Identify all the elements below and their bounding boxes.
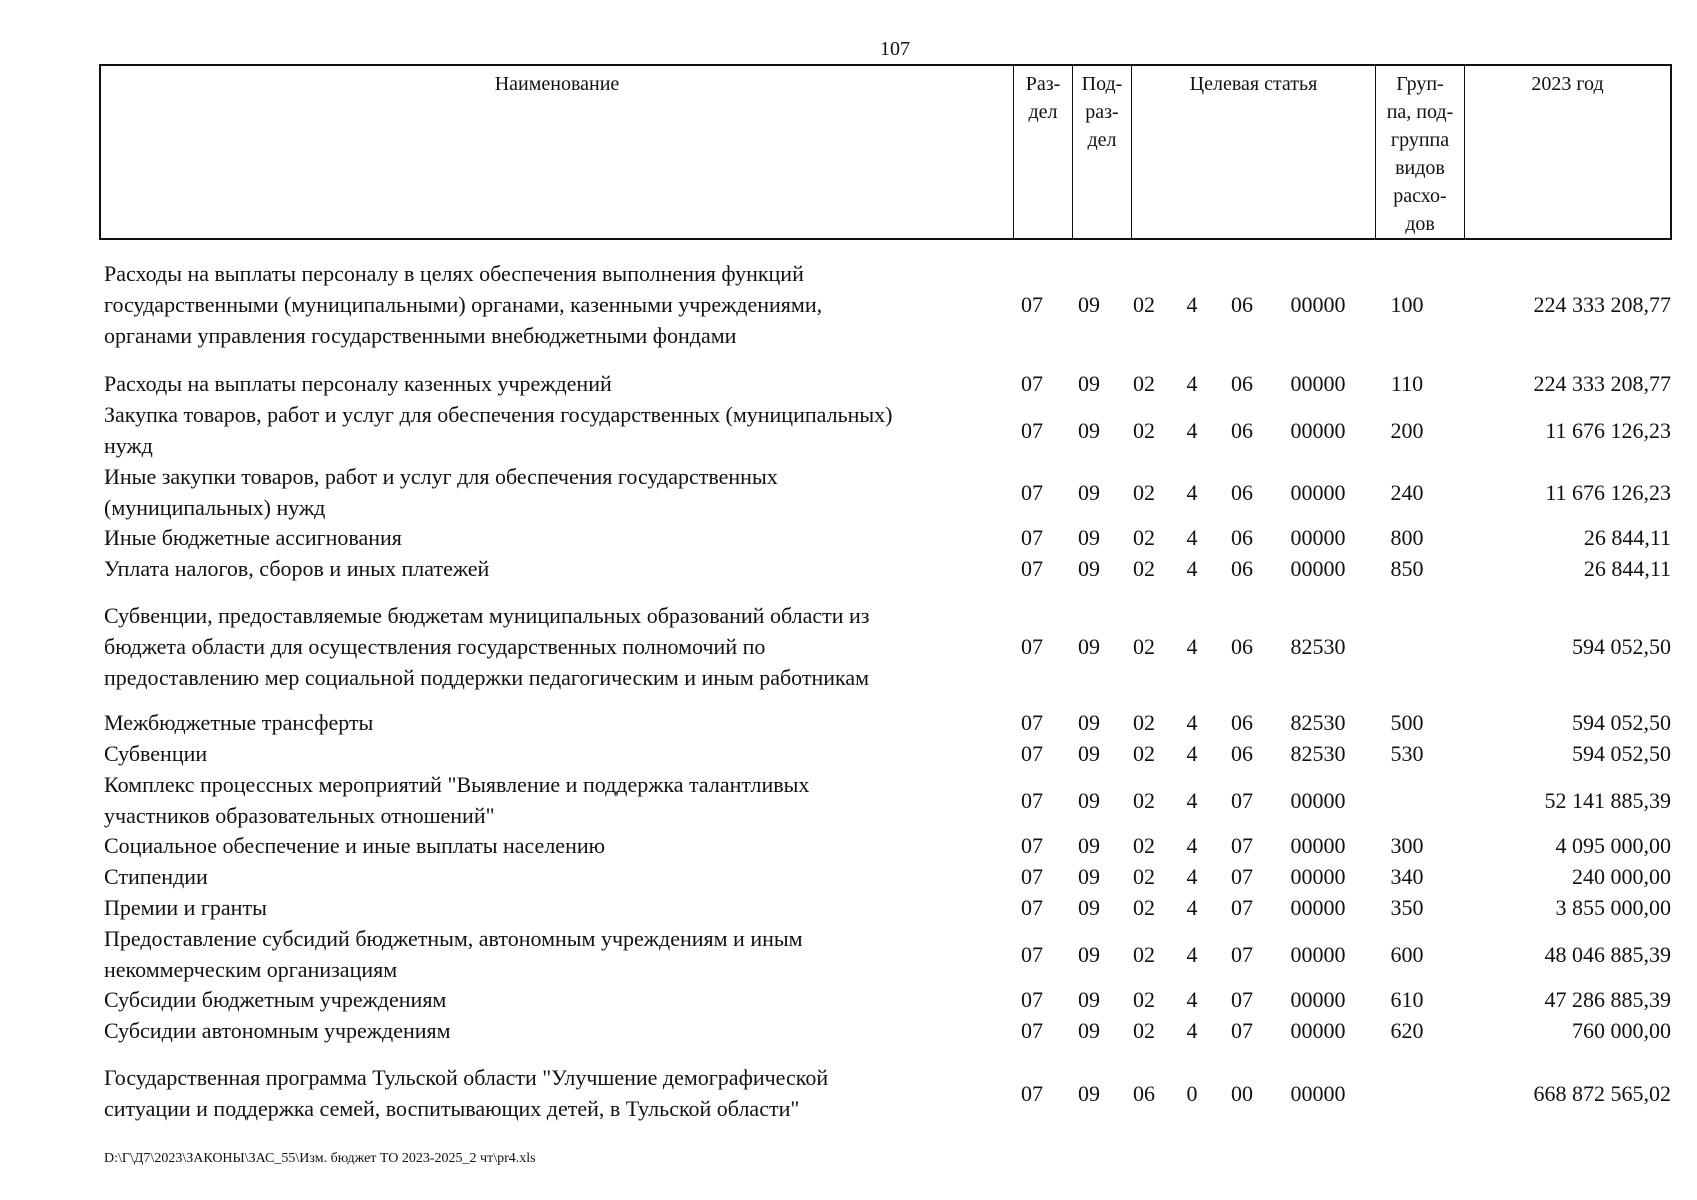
row-code-g: 240: [1390, 479, 1424, 505]
row-code-r: 07: [1021, 371, 1043, 396]
row-name-line: Комплекс процессных мероприятий "Выявление и поддержка талантливых: [104, 772, 810, 797]
row-amount: 52 141 885,39: [1544, 787, 1671, 813]
table-row: [0, 923, 1697, 985]
row-code-r: 07: [1021, 864, 1043, 889]
row-code-c1: 02: [1133, 525, 1155, 550]
row-code-p: 09: [1078, 741, 1100, 766]
row-code-c2: 4: [1186, 371, 1198, 396]
row-code-c2: 4: [1186, 556, 1198, 581]
row-code-g: 110: [1390, 371, 1424, 396]
row-code-c2: 4: [1186, 417, 1198, 443]
table-row: [0, 861, 1697, 892]
table-header: [99, 64, 1672, 240]
row-name-line: Расходы на выплаты персоналу в целях обеспечения выполнения функций: [104, 261, 804, 286]
row-name: [104, 399, 1009, 461]
row-code-p: 09: [1078, 787, 1100, 813]
row-code-g: 620: [1390, 1018, 1424, 1043]
row-code-c4: 00000: [1290, 1018, 1346, 1043]
table-row: [0, 399, 1697, 461]
row-code-c4: 00000: [1290, 479, 1346, 505]
row-name: [104, 923, 1009, 985]
header-gruppa-line: видов: [1395, 157, 1445, 179]
row-name: [104, 984, 1009, 1015]
row-code-c2: 4: [1186, 833, 1198, 858]
header-gruppa-line: Груп-: [1396, 73, 1444, 95]
row-code-c3: 06: [1231, 634, 1253, 659]
row-code-r: 07: [1021, 1018, 1043, 1043]
row-code-r: 07: [1021, 710, 1043, 735]
row-code-p: 09: [1078, 1018, 1100, 1043]
row-name: [104, 861, 1009, 892]
row-code-r: 07: [1021, 556, 1043, 581]
header-year-label: 2023 год: [1531, 73, 1604, 95]
row-name-line: Субвенции: [104, 741, 208, 766]
table-row: [0, 258, 1697, 351]
row-name-line: некоммерческим организациям: [104, 957, 398, 982]
row-code-p: 09: [1078, 371, 1100, 396]
row-code-c1: 06: [1133, 1080, 1155, 1106]
header-podrazdel-line: раз-: [1085, 101, 1119, 123]
table-row: [0, 1062, 1697, 1124]
row-code-r: 07: [1021, 987, 1043, 1012]
header-razdel-line: Раз-: [1025, 73, 1061, 95]
row-amount: 240 000,00: [1572, 864, 1671, 889]
row-code-c4: 82530: [1290, 710, 1346, 735]
table-row: [0, 892, 1697, 923]
row-amount: 11 676 126,23: [1545, 479, 1671, 505]
row-amount: 26 844,11: [1583, 525, 1671, 550]
header-celevaya: [1131, 66, 1375, 238]
row-code-c3: 06: [1231, 710, 1253, 735]
row-code-c3: 07: [1231, 1018, 1253, 1043]
row-code-g: 100: [1390, 292, 1424, 317]
row-code-r: 07: [1021, 895, 1043, 920]
header-razdel-line: дел: [1028, 101, 1058, 123]
table-row: [0, 600, 1697, 693]
row-name-line: участников образовательных отношений": [104, 803, 495, 828]
row-code-r: 07: [1021, 479, 1043, 505]
row-code-c4: 82530: [1290, 634, 1346, 659]
row-name: [104, 553, 1009, 584]
row-code-p: 09: [1078, 292, 1100, 317]
row-name-line: Расходы на выплаты персоналу казенных учреждений: [104, 371, 612, 396]
header-gruppa-line: па, под-: [1386, 101, 1454, 123]
row-code-p: 09: [1078, 710, 1100, 735]
row-code-p: 09: [1078, 556, 1100, 581]
row-amount: 11 676 126,23: [1545, 417, 1671, 443]
row-code-g: 340: [1390, 864, 1424, 889]
header-year: [1464, 66, 1670, 238]
header-gruppa-line: группа: [1390, 129, 1450, 151]
row-name-line: Стипендии: [104, 864, 208, 889]
row-code-c3: 07: [1231, 833, 1253, 858]
row-code-c4: 00000: [1290, 833, 1346, 858]
row-name: [104, 368, 1009, 399]
row-code-g: 530: [1390, 741, 1424, 766]
row-code-c1: 02: [1133, 479, 1155, 505]
row-code-c2: 4: [1186, 525, 1198, 550]
row-code-c1: 02: [1133, 417, 1155, 443]
row-code-c3: 06: [1231, 417, 1253, 443]
row-amount: 668 872 565,02: [1533, 1080, 1671, 1106]
row-code-c4: 00000: [1290, 941, 1346, 967]
row-amount: 594 052,50: [1572, 634, 1671, 659]
row-code-c3: 07: [1231, 987, 1253, 1012]
row-name-line: Субвенции, предоставляемые бюджетам муниципальных образований области из: [104, 603, 870, 628]
row-code-c2: 4: [1186, 895, 1198, 920]
row-name-line: органами управления государственными внебюджетными фондами: [104, 323, 737, 348]
row-code-g: 500: [1390, 710, 1424, 735]
header-gruppa-line: расхо-: [1393, 185, 1447, 207]
row-code-p: 09: [1078, 479, 1100, 505]
row-name-line: (муниципальных) нужд: [104, 495, 326, 520]
row-code-c1: 02: [1133, 556, 1155, 581]
row-name-line: Премии и гранты: [104, 895, 267, 920]
row-name: [104, 892, 1009, 923]
row-code-p: 09: [1078, 833, 1100, 858]
row-code-c4: 00000: [1290, 371, 1346, 396]
row-code-g: 350: [1390, 895, 1424, 920]
row-code-c3: 06: [1231, 371, 1253, 396]
row-code-g: 610: [1390, 987, 1424, 1012]
row-code-p: 09: [1078, 417, 1100, 443]
row-name-line: Субсидии бюджетным учреждениям: [104, 987, 447, 1012]
row-code-c4: 00000: [1290, 987, 1346, 1012]
row-code-r: 07: [1021, 634, 1043, 659]
row-code-c4: 00000: [1290, 787, 1346, 813]
row-code-c1: 02: [1133, 741, 1155, 766]
header-podrazdel-line: дел: [1087, 129, 1117, 151]
table-row: [0, 368, 1697, 399]
row-name-line: ситуации и поддержка семей, воспитывающих детей, в Тульской области": [104, 1096, 800, 1121]
row-name-line: Социальное обеспечение и иные выплаты населению: [104, 833, 606, 858]
row-code-r: 07: [1021, 1080, 1043, 1106]
row-amount: 224 333 208,77: [1533, 371, 1671, 396]
row-code-p: 09: [1078, 941, 1100, 967]
row-code-c4: 00000: [1290, 864, 1346, 889]
row-code-r: 07: [1021, 741, 1043, 766]
row-code-c4: 00000: [1290, 895, 1346, 920]
row-name-line: Субсидии автономным учреждениям: [104, 1018, 451, 1043]
row-name-line: нужд: [104, 433, 153, 458]
row-amount: 224 333 208,77: [1533, 292, 1671, 317]
table-row: [0, 522, 1697, 553]
row-code-c3: 06: [1231, 292, 1253, 317]
row-code-r: 07: [1021, 941, 1043, 967]
row-code-c4: 00000: [1290, 1080, 1346, 1106]
table-row: [0, 1015, 1697, 1046]
row-amount: 594 052,50: [1572, 741, 1671, 766]
row-code-c4: 00000: [1290, 525, 1346, 550]
row-code-c4: 00000: [1290, 292, 1346, 317]
row-code-c3: 06: [1231, 741, 1253, 766]
row-name: [104, 830, 1009, 861]
file-path-footer: D:\Г\Д7\2023\ЗАКОНЫ\ЗАС_55\Изм. бюджет ТО 2023-2025_2 чт\pr4.xls: [104, 1151, 536, 1166]
row-code-c3: 00: [1231, 1080, 1253, 1106]
row-code-c3: 07: [1231, 864, 1253, 889]
row-code-c1: 02: [1133, 371, 1155, 396]
row-code-p: 09: [1078, 1080, 1100, 1106]
row-name: [104, 522, 1009, 553]
header-razdel: [1013, 66, 1072, 238]
row-code-g: 200: [1390, 417, 1424, 443]
row-code-r: 07: [1021, 525, 1043, 550]
row-code-c2: 0: [1186, 1080, 1198, 1106]
row-amount: 26 844,11: [1583, 556, 1671, 581]
row-code-c2: 4: [1186, 292, 1198, 317]
row-code-c1: 02: [1133, 833, 1155, 858]
row-code-g: 600: [1390, 941, 1424, 967]
row-code-p: 09: [1078, 895, 1100, 920]
row-code-r: 07: [1021, 787, 1043, 813]
header-name: [101, 66, 1013, 238]
row-code-c3: 07: [1231, 941, 1253, 967]
row-code-c3: 07: [1231, 895, 1253, 920]
header-name-label: Наименование: [494, 73, 620, 95]
row-name: [104, 769, 1009, 831]
row-code-c1: 02: [1133, 895, 1155, 920]
header-celevaya-label: Целевая статья: [1189, 73, 1318, 95]
row-amount: 47 286 885,39: [1544, 987, 1671, 1012]
row-name-line: Уплата налогов, сборов и иных платежей: [104, 556, 490, 581]
row-code-c1: 02: [1133, 292, 1155, 317]
row-code-c1: 02: [1133, 787, 1155, 813]
row-amount: 594 052,50: [1572, 710, 1671, 735]
row-code-c2: 4: [1186, 864, 1198, 889]
row-code-c4: 82530: [1290, 741, 1346, 766]
row-amount: 48 046 885,39: [1544, 941, 1671, 967]
row-code-c4: 00000: [1290, 417, 1346, 443]
header-podrazdel-line: Под-: [1081, 73, 1123, 95]
row-name-line: Закупка товаров, работ и услуг для обеспечения государственных (муниципальных): [104, 402, 893, 427]
row-name: [104, 738, 1009, 769]
row-code-r: 07: [1021, 833, 1043, 858]
table-row: [0, 553, 1697, 584]
row-code-c4: 00000: [1290, 556, 1346, 581]
row-name-line: Государственная программа Тульской области "Улучшение демографической: [104, 1065, 829, 1090]
row-name-line: Межбюджетные трансферты: [104, 710, 374, 735]
row-name: [104, 258, 1009, 351]
row-name-line: бюджета области для осуществления государственных полномочий по: [104, 634, 766, 659]
row-name-line: государственными (муниципальными) органами, казенными учреждениями,: [104, 292, 823, 317]
row-code-c1: 02: [1133, 864, 1155, 889]
row-code-c3: 07: [1231, 787, 1253, 813]
row-code-c2: 4: [1186, 710, 1198, 735]
row-name: [104, 461, 1009, 523]
row-code-c1: 02: [1133, 1018, 1155, 1043]
row-code-r: 07: [1021, 417, 1043, 443]
row-amount: 4 095 000,00: [1555, 833, 1671, 858]
row-code-c2: 4: [1186, 941, 1198, 967]
header-gruppa-line: дов: [1405, 213, 1435, 235]
row-code-c1: 02: [1133, 987, 1155, 1012]
row-code-p: 09: [1078, 987, 1100, 1012]
table-row: [0, 769, 1697, 831]
row-code-g: 850: [1390, 556, 1424, 581]
page-number: 107: [880, 38, 910, 60]
row-code-c2: 4: [1186, 479, 1198, 505]
row-name-line: предоставлению мер социальной поддержки педагогическим и иным работникам: [104, 665, 870, 690]
row-code-c2: 4: [1186, 741, 1198, 766]
row-amount: 3 855 000,00: [1555, 895, 1671, 920]
row-name: [104, 1062, 1009, 1124]
row-code-c1: 02: [1133, 941, 1155, 967]
row-code-c3: 06: [1231, 479, 1253, 505]
row-code-c3: 06: [1231, 525, 1253, 550]
row-amount: 760 000,00: [1572, 1018, 1671, 1043]
table-row: [0, 830, 1697, 861]
row-name: [104, 1015, 1009, 1046]
header-gruppa: [1375, 66, 1464, 238]
row-code-c1: 02: [1133, 634, 1155, 659]
row-code-p: 09: [1078, 525, 1100, 550]
row-code-g: 300: [1390, 833, 1424, 858]
row-code-c2: 4: [1186, 634, 1198, 659]
header-podrazdel: [1072, 66, 1131, 238]
table-row: [0, 738, 1697, 769]
table-row: [0, 984, 1697, 1015]
row-code-c2: 4: [1186, 787, 1198, 813]
row-code-c1: 02: [1133, 710, 1155, 735]
row-code-c2: 4: [1186, 1018, 1198, 1043]
row-code-g: 800: [1390, 525, 1424, 550]
row-code-c3: 06: [1231, 556, 1253, 581]
row-code-p: 09: [1078, 634, 1100, 659]
row-code-c2: 4: [1186, 987, 1198, 1012]
row-name: [104, 600, 1009, 693]
row-code-p: 09: [1078, 864, 1100, 889]
row-name: [104, 707, 1009, 738]
table-row: [0, 461, 1697, 523]
row-code-r: 07: [1021, 292, 1043, 317]
row-name-line: Иные бюджетные ассигнования: [104, 525, 402, 550]
row-name-line: Предоставление субсидий бюджетным, автономным учреждениям и иным: [104, 926, 803, 951]
table-row: [0, 707, 1697, 738]
row-name-line: Иные закупки товаров, работ и услуг для обеспечения государственных: [104, 464, 778, 489]
